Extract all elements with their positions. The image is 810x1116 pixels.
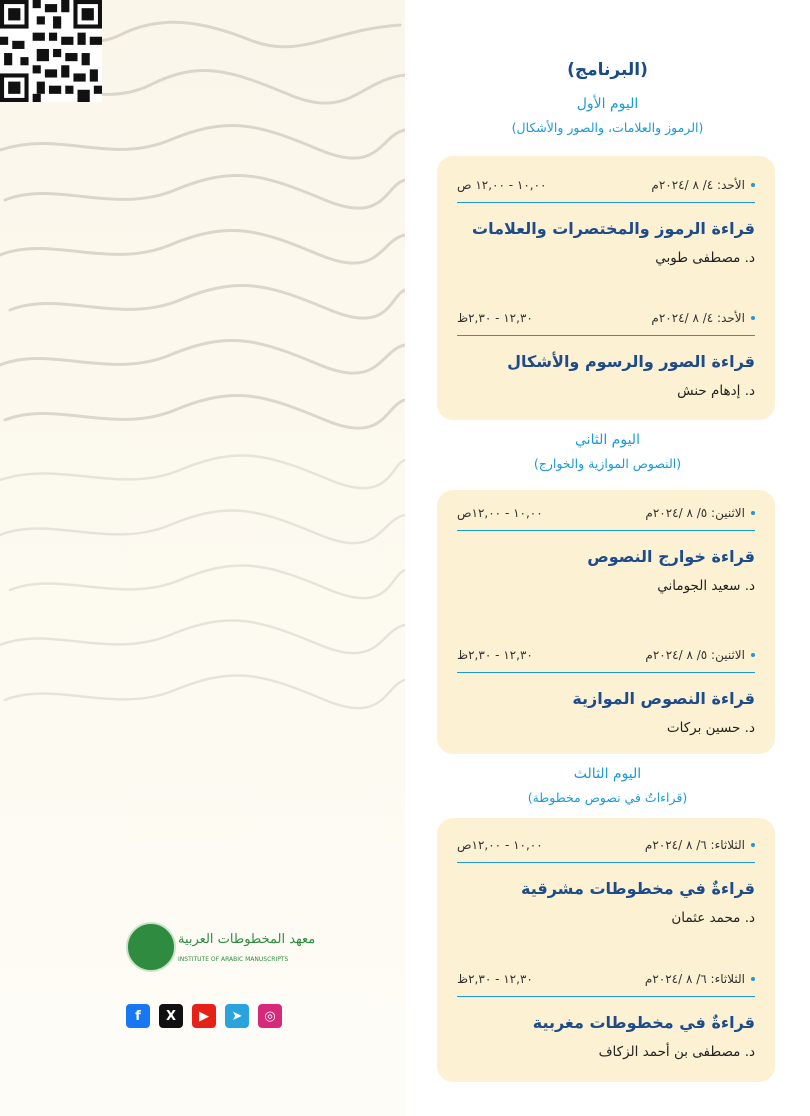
session-date: الأحد: ٤/ ٨ /٢٠٢٤م bbox=[651, 311, 745, 325]
session-title: قراءة خوارج النصوص bbox=[587, 547, 755, 566]
manuscript-handwriting-image bbox=[0, 0, 405, 760]
bullet-icon bbox=[751, 511, 755, 515]
qr-code[interactable] bbox=[0, 0, 102, 102]
logo-subname: INSTITUTE OF ARABIC MANUSCRIPTS bbox=[178, 956, 289, 963]
divider bbox=[457, 996, 755, 997]
x-icon[interactable]: X bbox=[159, 1004, 183, 1028]
session-time: ١٠,٠٠ - ١٢,٠٠ص bbox=[457, 506, 543, 520]
day-2-subtitle: (النصوص الموازية والخوارج) bbox=[533, 456, 682, 471]
session-date: الثلاثاء: ٦/ ٨ /٢٠٢٤م bbox=[644, 972, 745, 986]
divider bbox=[457, 862, 755, 863]
session-speaker: د. سعيد الجوماني bbox=[657, 578, 755, 594]
session-speaker: د. إدهام حنش bbox=[677, 383, 755, 399]
session-time: ١٢,٣٠ - ٢,٣٠ظ bbox=[457, 648, 533, 662]
logo-name: معهد المخطوطات العربية bbox=[178, 932, 316, 947]
bullet-icon bbox=[751, 183, 755, 187]
session-title: قراءة الرموز والمختصرات والعلامات bbox=[472, 219, 755, 238]
session-3 bbox=[457, 504, 755, 594]
day-3-subtitle: (قراءاتٌ في نصوص مخطوطة) bbox=[527, 790, 688, 805]
social-links bbox=[126, 1004, 282, 1030]
day-3-title: اليوم الثالث bbox=[573, 766, 642, 782]
program-title: (البرنامج) bbox=[567, 60, 648, 80]
session-time: ١٠,٠٠ - ١٢,٠٠ص bbox=[457, 838, 543, 852]
bullet-icon bbox=[751, 843, 755, 847]
session-date: الثلاثاء: ٦/ ٨ /٢٠٢٤م bbox=[644, 838, 745, 852]
day-2-card bbox=[437, 490, 775, 754]
arab-map-emblem-icon bbox=[126, 922, 176, 972]
day-1-card bbox=[437, 156, 775, 420]
session-speaker: د. مصطفى بن أحمد الزكاف bbox=[598, 1044, 755, 1060]
divider bbox=[457, 202, 755, 203]
session-title: قراءة النصوص الموازية bbox=[572, 689, 755, 708]
day-1-title: اليوم الأول bbox=[576, 96, 639, 112]
bullet-icon bbox=[751, 977, 755, 981]
facebook-icon[interactable]: f bbox=[126, 1004, 150, 1028]
day-2-title: اليوم الثاني bbox=[575, 432, 640, 448]
session-title: قراءةٌ في مخطوطات مشرقية bbox=[521, 879, 755, 898]
session-date: الأحد: ٤/ ٨ /٢٠٢٤م bbox=[651, 178, 745, 192]
session-title: قراءة الصور والرسوم والأشكال bbox=[507, 352, 755, 371]
bullet-icon bbox=[751, 653, 755, 657]
session-date: الاثنين: ٥/ ٨ /٢٠٢٤م bbox=[645, 506, 745, 520]
session-4 bbox=[457, 646, 755, 736]
bullet-icon bbox=[751, 316, 755, 320]
divider bbox=[457, 672, 755, 673]
divider bbox=[457, 530, 755, 531]
session-speaker: د. حسين بركات bbox=[666, 720, 755, 736]
session-time: ١٢,٣٠ - ٢,٣٠ظ bbox=[457, 972, 533, 986]
session-time: ١٢,٣٠ - ٢,٣٠ظ bbox=[457, 311, 533, 325]
session-speaker: د. مصطفى طوبي bbox=[655, 250, 755, 266]
session-1 bbox=[457, 176, 755, 266]
divider bbox=[457, 335, 755, 336]
session-speaker: د. محمد عثمان bbox=[671, 910, 755, 926]
instagram-icon[interactable]: ◎ bbox=[258, 1004, 282, 1028]
session-2 bbox=[457, 309, 755, 399]
session-time: ١٠,٠٠ - ١٢,٠٠ ص bbox=[457, 178, 547, 192]
telegram-icon[interactable]: ➤ bbox=[225, 1004, 249, 1028]
day-1-subtitle: (الرموز والعلامات، والصور والأشكال) bbox=[511, 120, 704, 135]
program-panel bbox=[405, 0, 810, 1116]
session-6 bbox=[457, 970, 755, 1060]
youtube-icon[interactable]: ▶ bbox=[192, 1004, 216, 1028]
day-3-card bbox=[437, 818, 775, 1082]
institute-logo bbox=[126, 922, 316, 972]
session-date: الاثنين: ٥/ ٨ /٢٠٢٤م bbox=[645, 648, 745, 662]
session-title: قراءةٌ في مخطوطات مغربية bbox=[532, 1013, 755, 1032]
session-5 bbox=[457, 836, 755, 926]
